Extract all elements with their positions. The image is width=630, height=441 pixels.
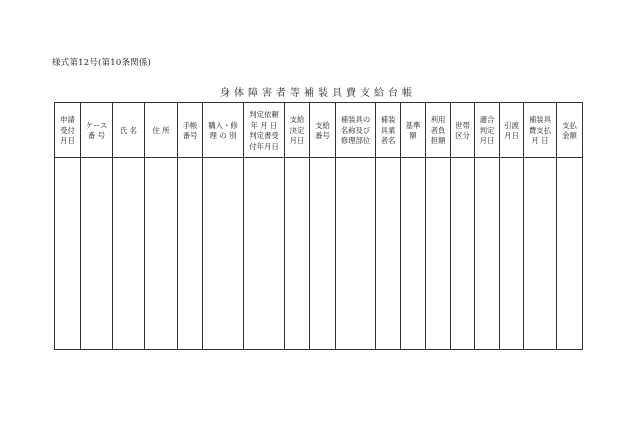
column-header-cell [81,103,113,158]
ledger-table [54,102,583,350]
column-header: 利用 者負 担額 [430,115,446,146]
column-header-cell [113,103,145,158]
column-header-cell [203,103,244,158]
column-header: 購入・修 理 の 別 [208,120,238,140]
column-header-cell [451,103,475,158]
column-header: 適合 判定 月日 [479,115,495,146]
blank-entry-cell[interactable] [145,158,178,350]
column-header-cell [376,103,401,158]
blank-entry-cell[interactable] [426,158,451,350]
column-header: 基準 額 [405,120,421,140]
blank-entry-cell[interactable] [285,158,310,350]
column-header: 補装具の 名称及び 修理部位 [340,115,371,146]
header-row [55,103,583,158]
column-header: 引渡 月日 [504,120,519,140]
blank-entry-cell[interactable] [524,158,557,350]
column-header-cell [500,103,524,158]
column-header: 補装具 費支払 月 日 [528,115,552,146]
column-header: 氏 名 [119,125,138,135]
column-header: 支給 番号 [315,120,330,140]
column-header: 住 所 [152,125,170,135]
column-header: 世帯 区分 [455,120,470,140]
column-header-cell [336,103,376,158]
column-header-cell [426,103,451,158]
column-header-cell [524,103,557,158]
blank-entry-cell[interactable] [451,158,475,350]
column-header: 手帳 番号 [182,120,198,140]
blank-entry-cell[interactable] [178,158,203,350]
blank-entry-cell[interactable] [55,158,81,350]
column-header-cell [310,103,336,158]
column-header: ケース 番 号 [85,120,108,140]
column-header-cell [285,103,310,158]
blank-entry-cell[interactable] [113,158,145,350]
form-number: 様式第12号(第10条関係) [52,58,152,68]
ledger-title: 身体障害者等補装具費支給台帳 [220,88,416,99]
blank-entry-cell[interactable] [401,158,426,350]
column-header-cell [557,103,583,158]
column-header-cell [178,103,203,158]
column-header-cell [244,103,285,158]
column-header-cell [55,103,81,158]
blank-entry-cell[interactable] [557,158,583,350]
blank-entry-cell[interactable] [336,158,376,350]
column-header: 補装 具業 者名 [380,115,396,146]
blank-entry-cell[interactable] [203,158,244,350]
column-header-cell [145,103,178,158]
blank-entry-row [55,158,583,350]
column-header-cell [401,103,426,158]
blank-entry-cell[interactable] [244,158,285,350]
column-header: 申請 受付 月日 [60,115,75,146]
blank-entry-cell[interactable] [500,158,524,350]
blank-entry-cell[interactable] [81,158,113,350]
column-header-cell [475,103,500,158]
column-header: 支給 決定 月日 [289,115,305,146]
column-header: 支払 金額 [562,120,577,140]
blank-entry-cell[interactable] [376,158,401,350]
blank-entry-cell[interactable] [310,158,336,350]
column-header: 判定依頼 年 月 日 判定書受 付年月日 [249,110,279,151]
blank-entry-cell[interactable] [475,158,500,350]
